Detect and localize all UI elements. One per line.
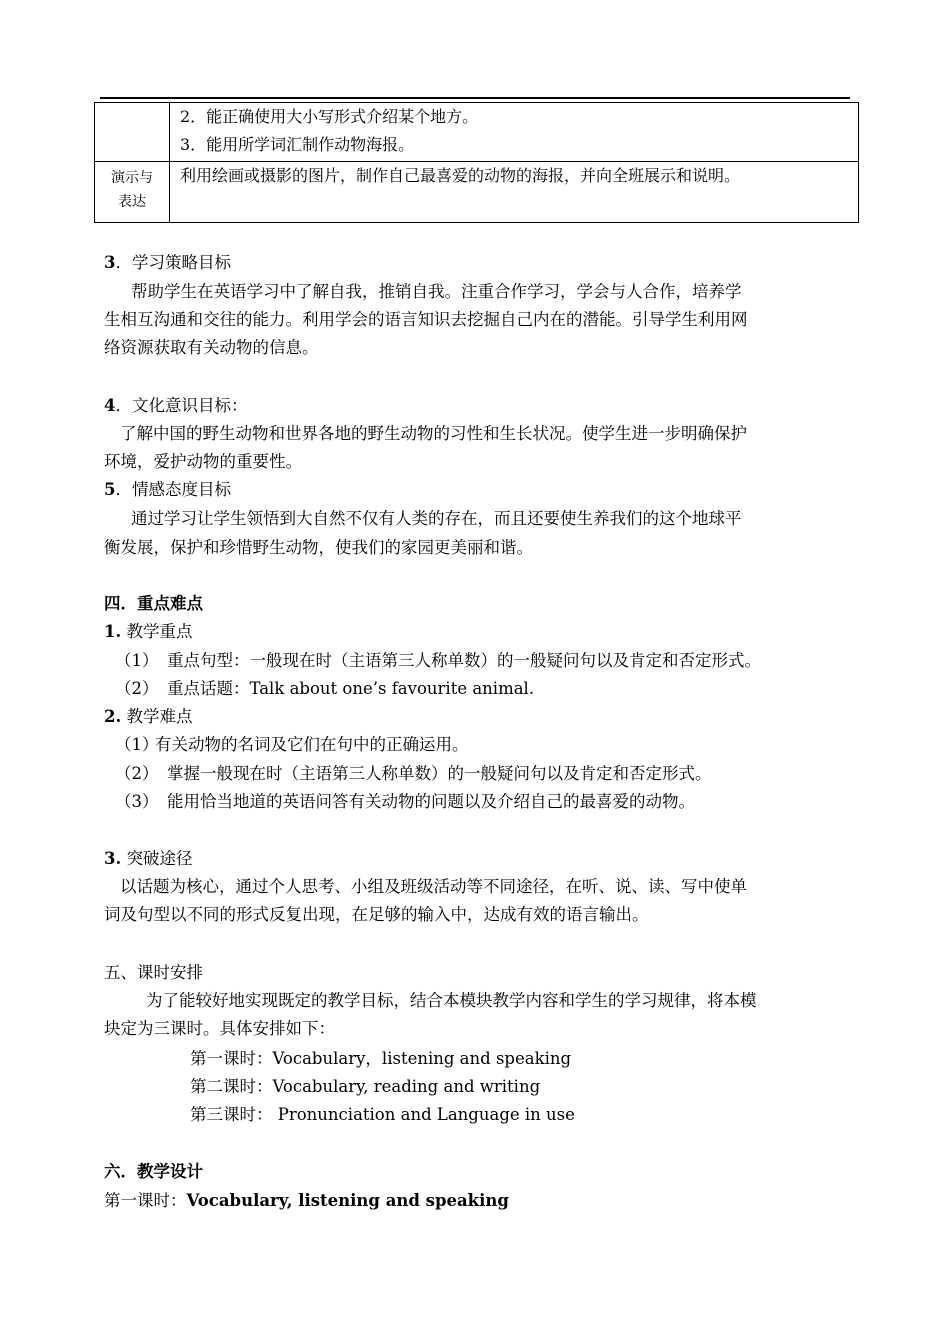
list-item: （2） 掌握一般现在时（主语第三人称单数）的一般疑问句以及肯定和否定形式。 — [115, 764, 712, 783]
table-cell-category — [95, 103, 170, 162]
table-cell-category — [95, 162, 170, 223]
section-heading: 5．情感态度目标 — [104, 480, 231, 499]
list-item: （2） 重点话题：Talk about one’s favourite animal. — [115, 679, 535, 698]
paragraph-line: 帮助学生在英语学习中了解自我，推销自我。注重合作学习，学会与人合作，培养学 — [131, 282, 742, 301]
category-line: 表达 — [118, 194, 146, 210]
part-heading: 四．重点难点 — [104, 594, 203, 613]
paragraph-line: 环境，爱护动物的重要性。 — [104, 452, 302, 471]
table-line: 2．能正确使用大小写形式介绍某个地方。 — [180, 107, 479, 126]
subsection-heading: 1. 教学重点 — [104, 622, 193, 641]
paragraph-line: 以话题为核心，通过个人思考、小组及班级活动等不同途径，在听、说、读、写中使单 — [120, 877, 747, 896]
paragraph-line: 络资源获取有关动物的信息。 — [104, 338, 319, 357]
paragraph-line: 词及句型以不同的形式反复出现，在足够的输入中，达成有效的语言输出。 — [104, 905, 649, 924]
paragraph-line: 衡发展，保护和珍惜野生动物，使我们的家园更美丽和谐。 — [104, 538, 533, 557]
paragraph-line: 了解中国的野生动物和世界各地的野生动物的习性和生长状况。使学生进一步明确保护 — [120, 424, 747, 443]
list-item: （1） 重点句型：一般现在时（主语第三人称单数）的一般疑问句以及肯定和否定形式。 — [115, 651, 761, 670]
table-row — [95, 103, 859, 162]
lesson-item: 第二课时：Vocabulary, reading and writing — [190, 1077, 541, 1096]
table-line: 3．能用所学词汇制作动物海报。 — [180, 135, 415, 154]
part-heading: 六．教学设计 — [104, 1162, 203, 1181]
section-heading: 3．学习策略目标 — [104, 253, 231, 272]
section-heading: 4．文化意识目标： — [104, 396, 248, 415]
lesson-heading: 第一课时：Vocabulary, listening and speaking — [104, 1191, 509, 1210]
table-cell-content: 利用绘画或摄影的图片，制作自己最喜爱的动物的海报，并向全班展示和说明。 — [170, 162, 859, 223]
lesson-item: 第三课时： Pronunciation and Language in use — [190, 1105, 575, 1124]
list-item: （1）有关动物的名词及它们在句中的正确运用。 — [115, 735, 469, 754]
subsection-heading: 3. 突破途径 — [104, 849, 193, 868]
subsection-heading: 2. 教学难点 — [104, 707, 193, 726]
part-heading: 五、课时安排 — [104, 963, 203, 982]
table-row — [95, 162, 859, 223]
paragraph-line: 生相互沟通和交往的能力。利用学会的语言知识去挖掘自己内在的潜能。引导学生利用网 — [104, 310, 748, 329]
table-cell-content — [170, 103, 859, 162]
paragraph-line: 为了能较好地实现既定的教学目标，结合本模块教学内容和学生的学习规律，将本模 — [146, 991, 757, 1010]
lesson-item: 第一课时：Vocabulary，listening and speaking — [190, 1049, 572, 1068]
objectives-table — [94, 102, 859, 223]
list-item: （3） 能用恰当地道的英语问答有关动物的问题以及介绍自己的最喜爱的动物。 — [115, 792, 695, 811]
header-rule — [100, 97, 850, 99]
category-line: 演示与 — [111, 170, 153, 186]
paragraph-line: 通过学习让学生领悟到大自然不仅有人类的存在，而且还要使生养我们的这个地球平 — [131, 509, 742, 528]
paragraph-line: 块定为三课时。具体安排如下： — [104, 1019, 335, 1038]
